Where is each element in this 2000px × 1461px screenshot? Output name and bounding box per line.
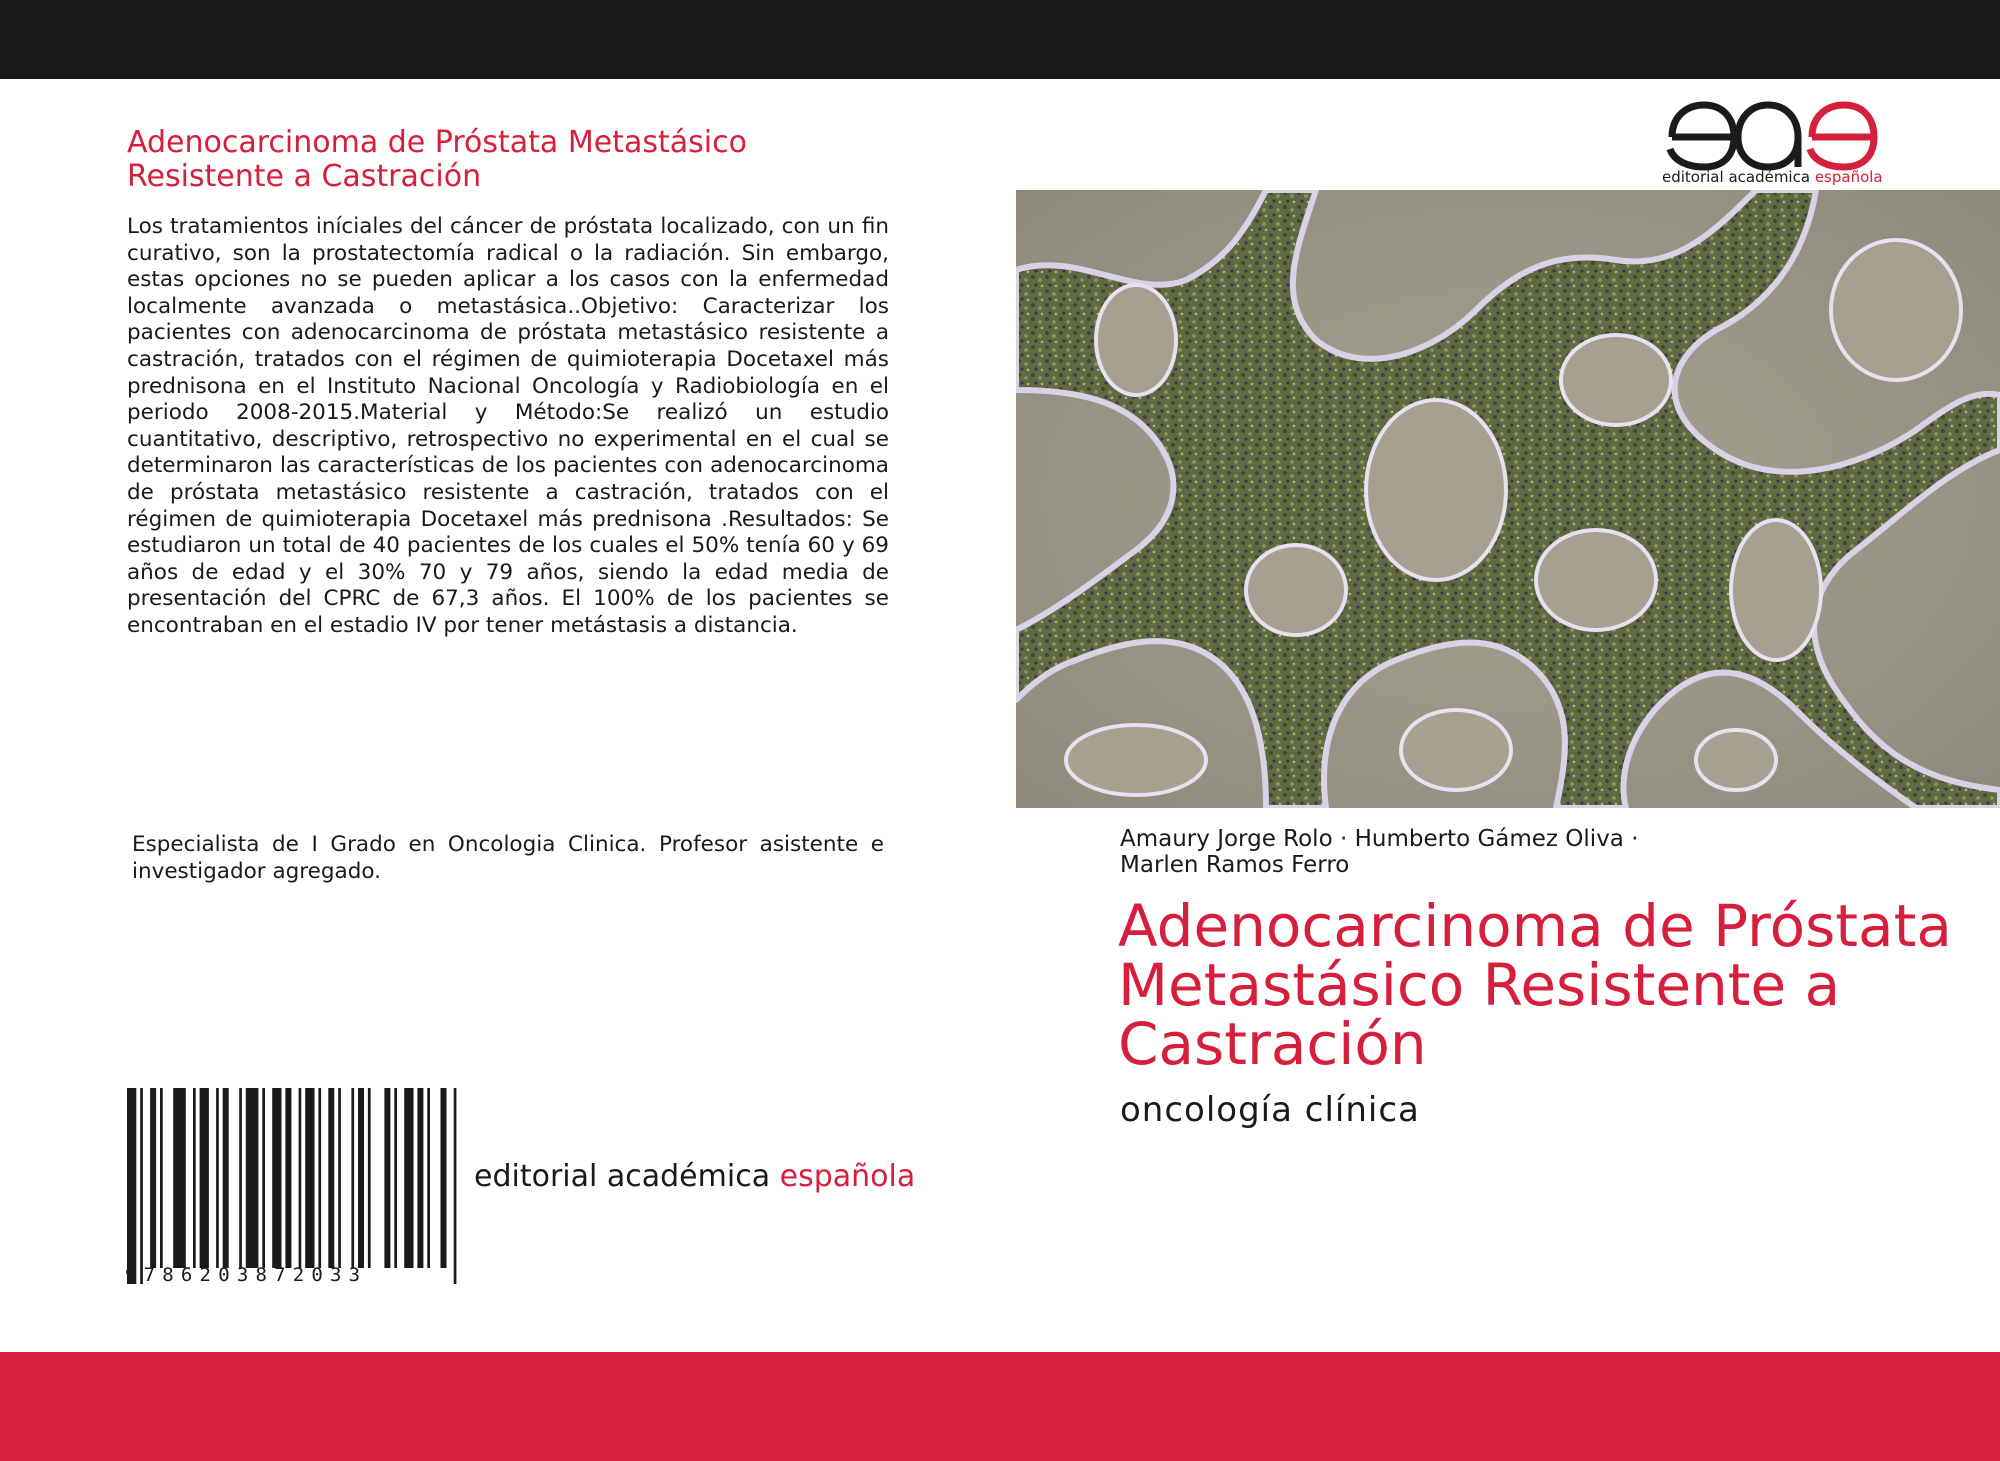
back-cover-blurb: Los tratamientos iníciales del cáncer de próstata localizado, con un fin curativo, son la prostatectomía radical o la radiación. Sin embargo, estas opciones no se pueden aplicar a los casos con la enfermedad localmente avanzada o metastásica..Objetivo: Caracterizar los pacientes con adenocarcinoma de próstata metastásico resistente a castración, tratados con el régimen de quimioterapia Docetaxel más prednisona en el Instituto Nacional Oncología y Radiobiología en el periodo 2008-2015.Material y Método:Se realizó un estudio cuantitativo, descriptivo, retrospectivo no experimental en el cual se determinaron las características de los pacientes con adenocarcinoma de próstata metastásico resistente a castración, tratados con el régimen de quimioterapia Docetaxel más prednisona .Resultados: Se estudiaron un total de 40 pacientes de los cuales el 50% tenía 60 y 69 años de edad y el 30% 70 y 79 años, siendo la edad media de presentación del CPRC de 67,3 años. El 100% de los pacientes se encontraban en el estadio IV por tener metástasis a distancia.: [127, 214, 889, 638]
authors: [1120, 826, 1720, 878]
barcode-bar: [351, 1088, 354, 1268]
front-cover-title: Adenocarcinoma de Próstata Metastásico Resistente a Castración: [1118, 892, 1952, 1078]
barcode-bar: [368, 1088, 371, 1268]
barcode-bar: [216, 1088, 219, 1268]
barcode-bar: [384, 1088, 390, 1268]
barcode-bar: [160, 1088, 163, 1268]
barcode-bar: [394, 1088, 397, 1268]
barcode-bar: [173, 1088, 186, 1268]
barcode-bar: [328, 1088, 334, 1268]
barcode-bar: [127, 1088, 136, 1284]
logo-text-part2: española: [1814, 168, 1883, 186]
barcode-bar: [305, 1088, 314, 1268]
logo-publisher-text: [1662, 168, 1883, 186]
barcode-bar: [150, 1088, 156, 1268]
barcode-bar: [358, 1088, 364, 1268]
microscopy-cells-image: [1016, 190, 2000, 808]
barcode-digits: 9786203872033: [125, 1264, 368, 1286]
barcode-bar: [200, 1088, 209, 1268]
logo-text-part1: editorial académica: [1662, 168, 1815, 186]
barcode-bar: [272, 1088, 281, 1268]
barcode-bar: [404, 1088, 413, 1268]
top-band: [0, 0, 2000, 79]
barcode-bar: [239, 1088, 242, 1268]
barcode-bar: [338, 1088, 341, 1268]
author-bio: Especialista de I Grado en Oncologia Clinica. Profesor asistente e investigador agregado.: [132, 832, 884, 884]
barcode-bar: [140, 1088, 143, 1284]
publisher-name-back: [474, 1160, 915, 1194]
back-cover-title: Adenocarcinoma de Próstata Metastásico Resistente a Castración: [127, 125, 747, 194]
authors-line-2: Marlen Ramos Ferro: [1120, 852, 1350, 878]
bottom-band: [0, 1352, 2000, 1461]
publisher-name-part2: española: [779, 1159, 916, 1194]
barcode-bar: [454, 1088, 457, 1284]
isbn-barcode: [125, 1088, 460, 1288]
barcode-bar: [223, 1088, 229, 1268]
barcode-bar: [246, 1088, 259, 1268]
barcode-bar: [427, 1088, 430, 1268]
barcode-bar: [318, 1088, 321, 1268]
barcode-bar: [299, 1088, 302, 1268]
barcode-bar: [285, 1088, 291, 1268]
barcode-bar: [193, 1088, 196, 1268]
barcode-bar: [441, 1088, 447, 1268]
barcode-bar: [417, 1088, 423, 1268]
publisher-name-part1: editorial académica: [474, 1159, 780, 1194]
barcode-bar: [262, 1088, 265, 1268]
authors-line-1: Amaury Jorge Rolo · Humberto Gámez Oliva ·: [1120, 826, 1639, 852]
front-cover-subtitle: oncología clínica: [1120, 1090, 1420, 1130]
